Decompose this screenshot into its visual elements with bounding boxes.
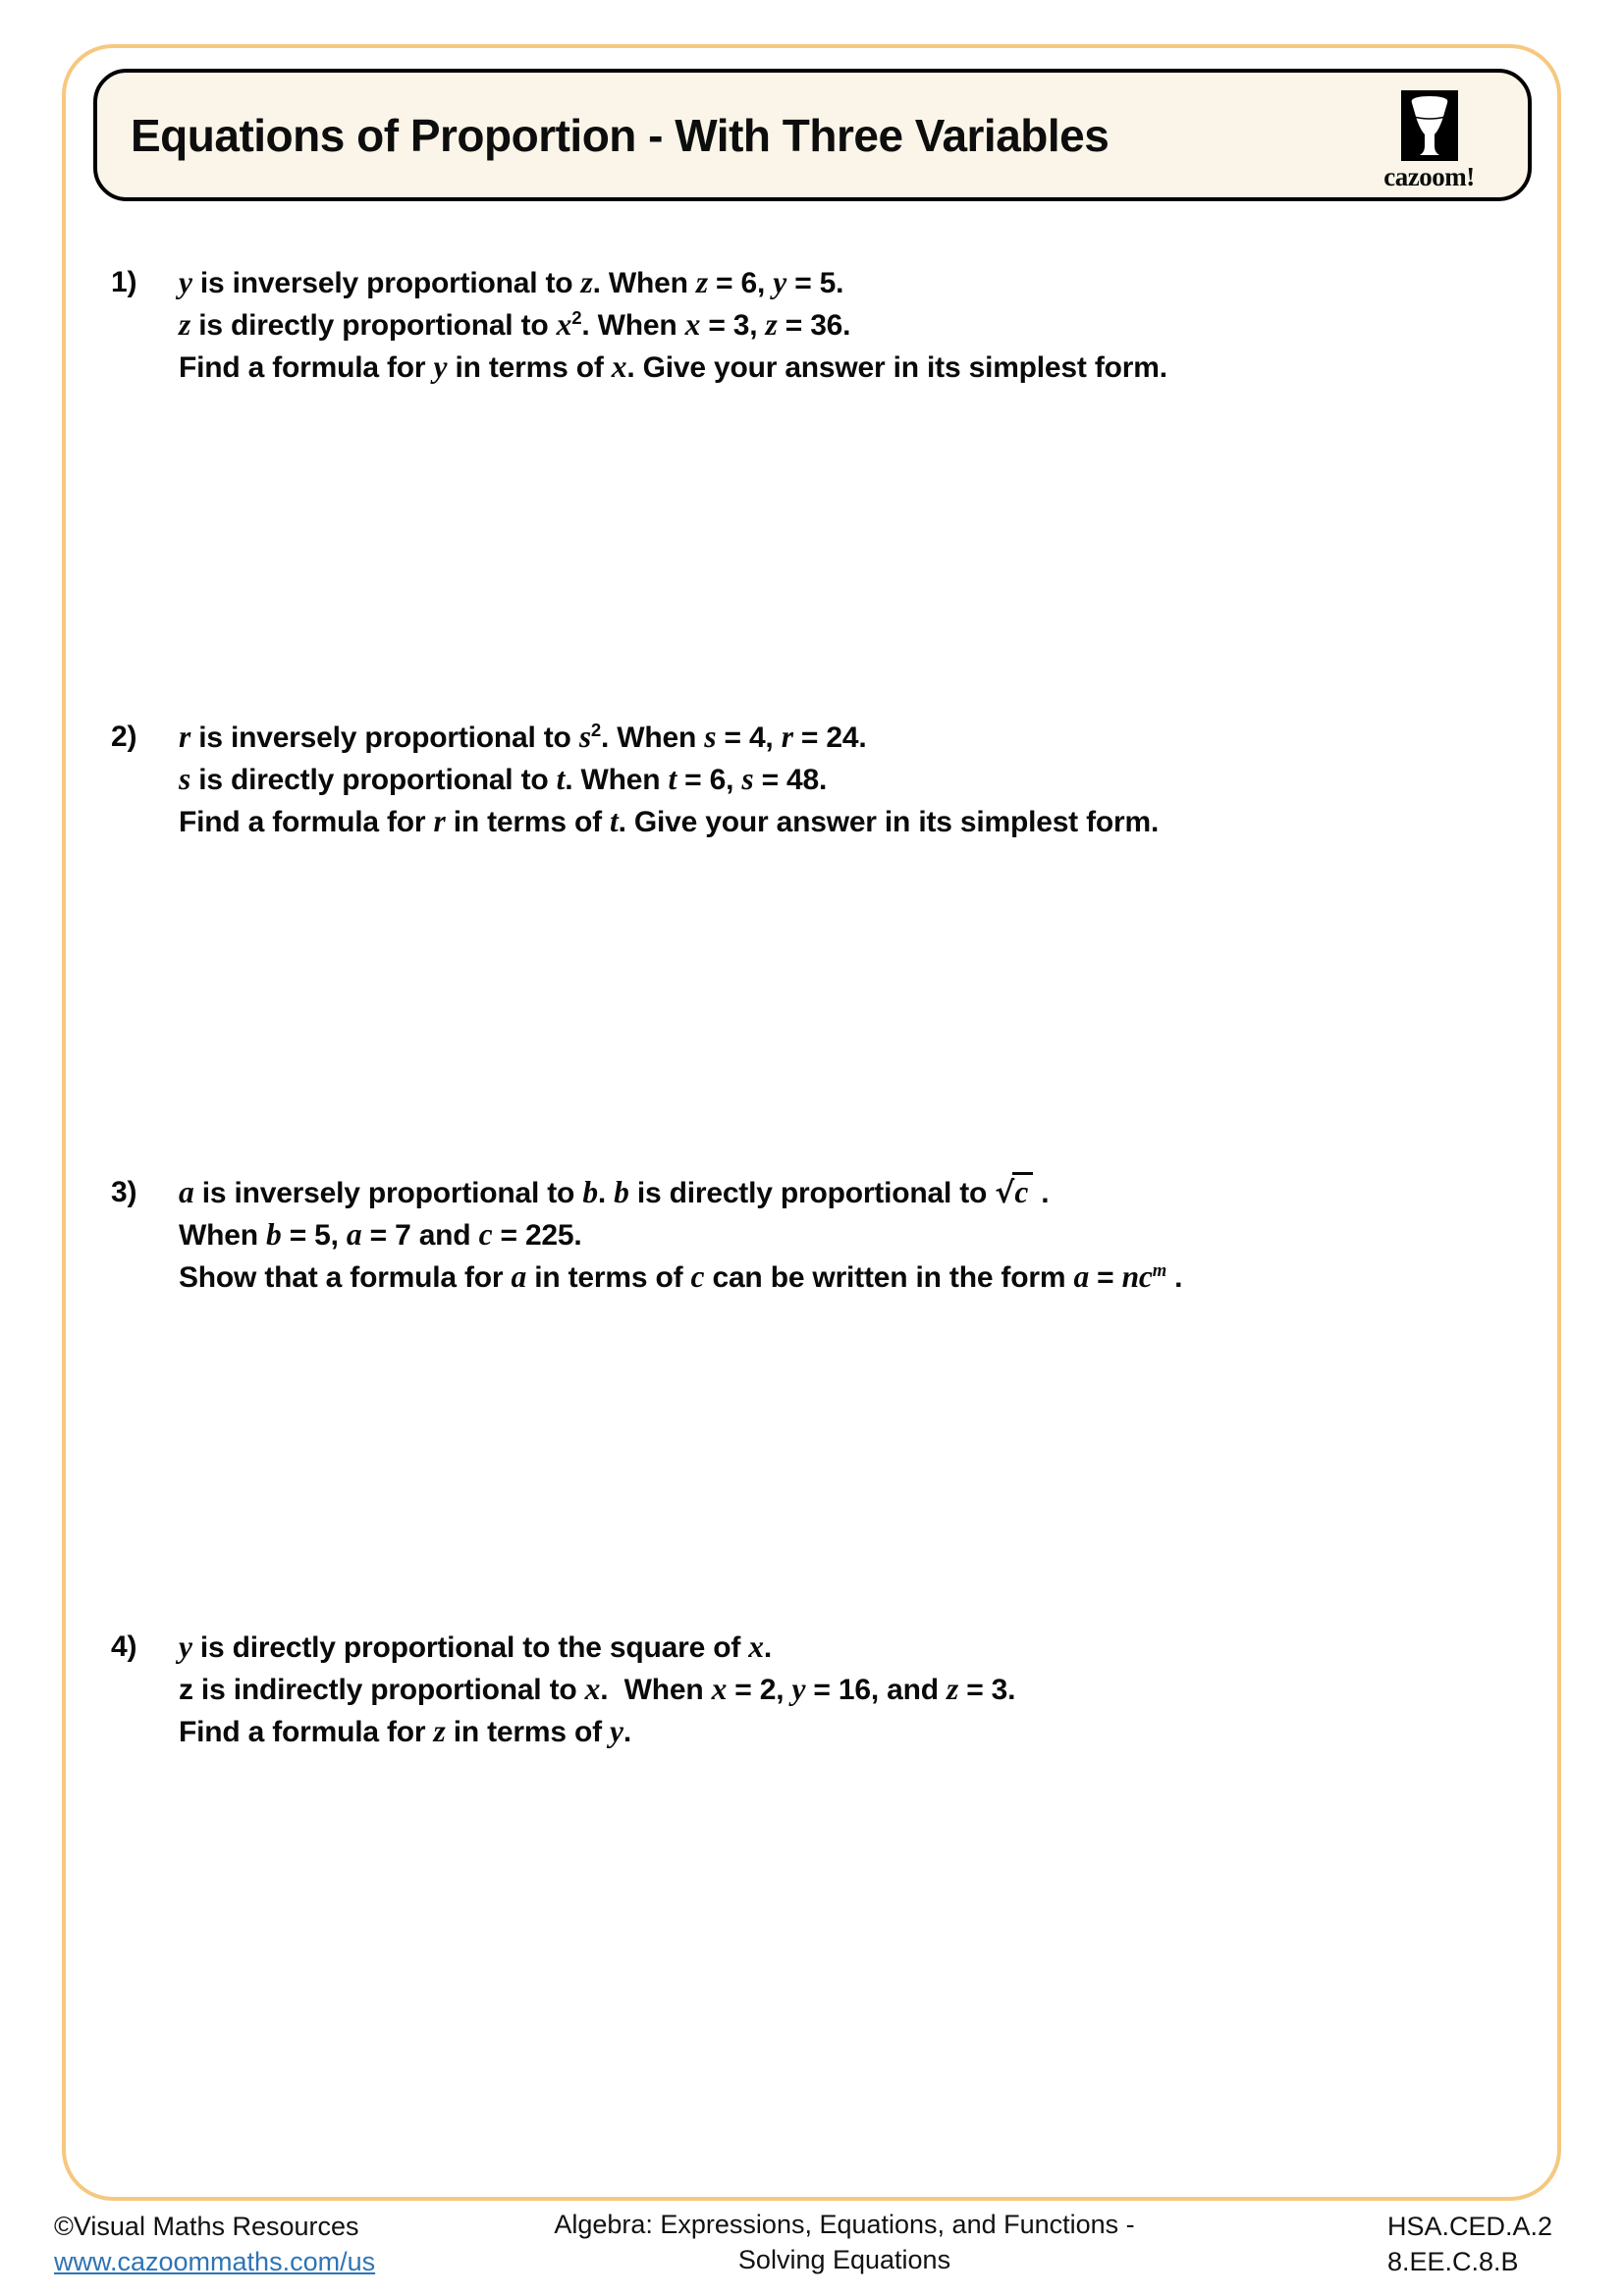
question-line xyxy=(179,347,1416,389)
copyright-text: ©Visual Maths Resources xyxy=(54,2212,359,2241)
text-run: . When xyxy=(600,1674,712,1706)
question-text xyxy=(179,717,1416,843)
sqrt-expression: √c xyxy=(995,1177,1033,1209)
math-variable: x xyxy=(556,307,572,342)
question-text xyxy=(179,1627,1416,1753)
footer-left xyxy=(54,2209,375,2279)
text-run: . xyxy=(623,1716,631,1748)
question-number: 1) xyxy=(111,266,137,298)
math-variable: c xyxy=(1138,1259,1153,1294)
math-variable: s xyxy=(704,720,717,754)
text-run: is inversely proportional to xyxy=(193,1177,583,1209)
question-4 xyxy=(111,1627,1416,1753)
question-line xyxy=(179,1256,1416,1299)
math-variable: y xyxy=(179,265,192,299)
text-run: is inversely proportional to xyxy=(191,267,581,299)
text-run: Show that a formula for xyxy=(179,1261,512,1294)
text-run: Find a formula for xyxy=(179,806,434,838)
text-run: . xyxy=(1165,1261,1183,1294)
math-variable: x xyxy=(584,1672,601,1706)
text-run: Find a formula for xyxy=(179,351,434,384)
math-variable: b xyxy=(614,1175,629,1209)
superscript: m xyxy=(1152,1260,1166,1281)
math-variable: z xyxy=(765,307,778,342)
text-run: . When xyxy=(581,309,685,342)
text-run: z is indirectly proportional to xyxy=(179,1674,585,1706)
math-variable: a xyxy=(179,1175,194,1209)
math-variable: y xyxy=(433,349,448,384)
math-variable: b xyxy=(582,1175,598,1209)
question-line xyxy=(179,304,1416,347)
text-run: = 2, xyxy=(727,1674,792,1706)
footer-subject-line2: Solving Equations xyxy=(737,2245,951,2274)
math-variable: t xyxy=(556,762,566,796)
text-run: = 48. xyxy=(753,764,828,796)
question-number: 2) xyxy=(111,721,137,753)
math-variable: r xyxy=(179,720,191,754)
question-2 xyxy=(111,717,1416,843)
math-variable: c xyxy=(690,1259,705,1294)
math-variable: x xyxy=(611,349,627,384)
text-run: = 225. xyxy=(492,1219,582,1252)
math-variable: x xyxy=(711,1672,728,1706)
question-line xyxy=(179,717,1416,759)
question-line xyxy=(179,1669,1416,1711)
cazoom-logo xyxy=(1358,90,1500,192)
text-run: = 7 and xyxy=(361,1219,479,1252)
math-variable: z xyxy=(433,1714,446,1748)
text-run: = xyxy=(1089,1261,1122,1294)
question-1 xyxy=(111,262,1416,389)
question-line xyxy=(179,1172,1416,1214)
text-run: is directly proportional to the square of xyxy=(191,1631,749,1664)
math-variable: z xyxy=(947,1672,959,1706)
text-run: is directly proportional to xyxy=(190,764,557,796)
footer-subject xyxy=(550,2207,1139,2277)
standard-code-2: 8.EE.C.8.B xyxy=(1387,2247,1519,2276)
text-run: is directly proportional to xyxy=(628,1177,996,1209)
question-line xyxy=(179,801,1416,843)
text-run: in terms of xyxy=(445,1716,611,1748)
math-variable: a xyxy=(1073,1259,1089,1294)
text-run: Find a formula for xyxy=(179,1716,434,1748)
text-run: is directly proportional to xyxy=(190,309,557,342)
text-run: = 6, xyxy=(677,764,742,796)
text-run: . When xyxy=(592,267,696,299)
text-run: . xyxy=(597,1177,615,1209)
header xyxy=(93,69,1532,201)
text-run: = 24. xyxy=(792,721,867,754)
math-variable: x xyxy=(748,1629,764,1664)
math-variable: a xyxy=(346,1217,362,1252)
math-variable: y xyxy=(610,1714,623,1748)
math-variable: c xyxy=(478,1217,493,1252)
text-run: = 5. xyxy=(786,267,844,299)
math-variable: a xyxy=(511,1259,527,1294)
standard-code-1: HSA.CED.A.2 xyxy=(1387,2212,1553,2241)
page-title: Equations of Proportion - With Three Variables xyxy=(131,109,1110,161)
math-variable: z xyxy=(580,265,593,299)
math-variable: y xyxy=(773,265,787,299)
text-run: = 6, xyxy=(707,267,774,299)
text-run: = 5, xyxy=(281,1219,347,1252)
text-run: in terms of xyxy=(526,1261,691,1294)
text-run: = 3, xyxy=(700,309,766,342)
math-variable: r xyxy=(781,720,793,754)
text-run: = 3. xyxy=(958,1674,1016,1706)
question-number: 3) xyxy=(111,1176,137,1208)
math-variable: b xyxy=(266,1217,282,1252)
superscript: 2 xyxy=(571,307,582,328)
question-text xyxy=(179,262,1416,389)
text-run: = 16, and xyxy=(805,1674,947,1706)
footer-subject-line1: Algebra: Expressions, Equations, and Functions - xyxy=(554,2210,1135,2239)
question-3 xyxy=(111,1172,1416,1299)
question-line xyxy=(179,759,1416,801)
question-number: 4) xyxy=(111,1630,137,1663)
text-run: . xyxy=(763,1631,772,1664)
text-run: in terms of xyxy=(447,351,612,384)
text-run: When xyxy=(179,1219,266,1252)
text-run: . Give your answer in its simplest form. xyxy=(626,351,1167,384)
text-run: . xyxy=(1033,1177,1050,1209)
question-line xyxy=(179,262,1416,304)
math-variable: s xyxy=(179,762,191,796)
math-variable: t xyxy=(610,804,619,838)
website-link[interactable]: www.cazoommaths.com/us xyxy=(54,2247,376,2276)
math-variable: s xyxy=(578,720,591,754)
math-variable: r xyxy=(433,804,446,838)
question-text xyxy=(179,1172,1416,1299)
standard-codes xyxy=(1387,2209,1552,2279)
text-run: can be written in the form xyxy=(704,1261,1074,1294)
text-run: . When xyxy=(601,721,705,754)
math-variable: z xyxy=(179,307,191,342)
math-variable: z xyxy=(695,265,708,299)
math-variable: y xyxy=(179,1629,192,1664)
question-line xyxy=(179,1214,1416,1256)
text-run: . When xyxy=(565,764,669,796)
superscript: 2 xyxy=(590,720,602,740)
math-variable: x xyxy=(684,307,701,342)
logo-text: cazoom! xyxy=(1383,162,1475,191)
math-variable: s xyxy=(741,762,754,796)
math-variable: n xyxy=(1121,1259,1139,1294)
text-run: = 36. xyxy=(777,309,851,342)
text-run: = 4, xyxy=(716,721,782,754)
text-run: in terms of xyxy=(445,806,611,838)
question-line xyxy=(179,1627,1416,1669)
djembe-drum-icon xyxy=(1401,90,1458,161)
text-run: is inversely proportional to xyxy=(190,721,579,754)
math-variable: y xyxy=(791,1672,806,1706)
text-run: . Give your answer in its simplest form. xyxy=(618,806,1160,838)
math-variable: t xyxy=(668,762,677,796)
question-line xyxy=(179,1711,1416,1753)
